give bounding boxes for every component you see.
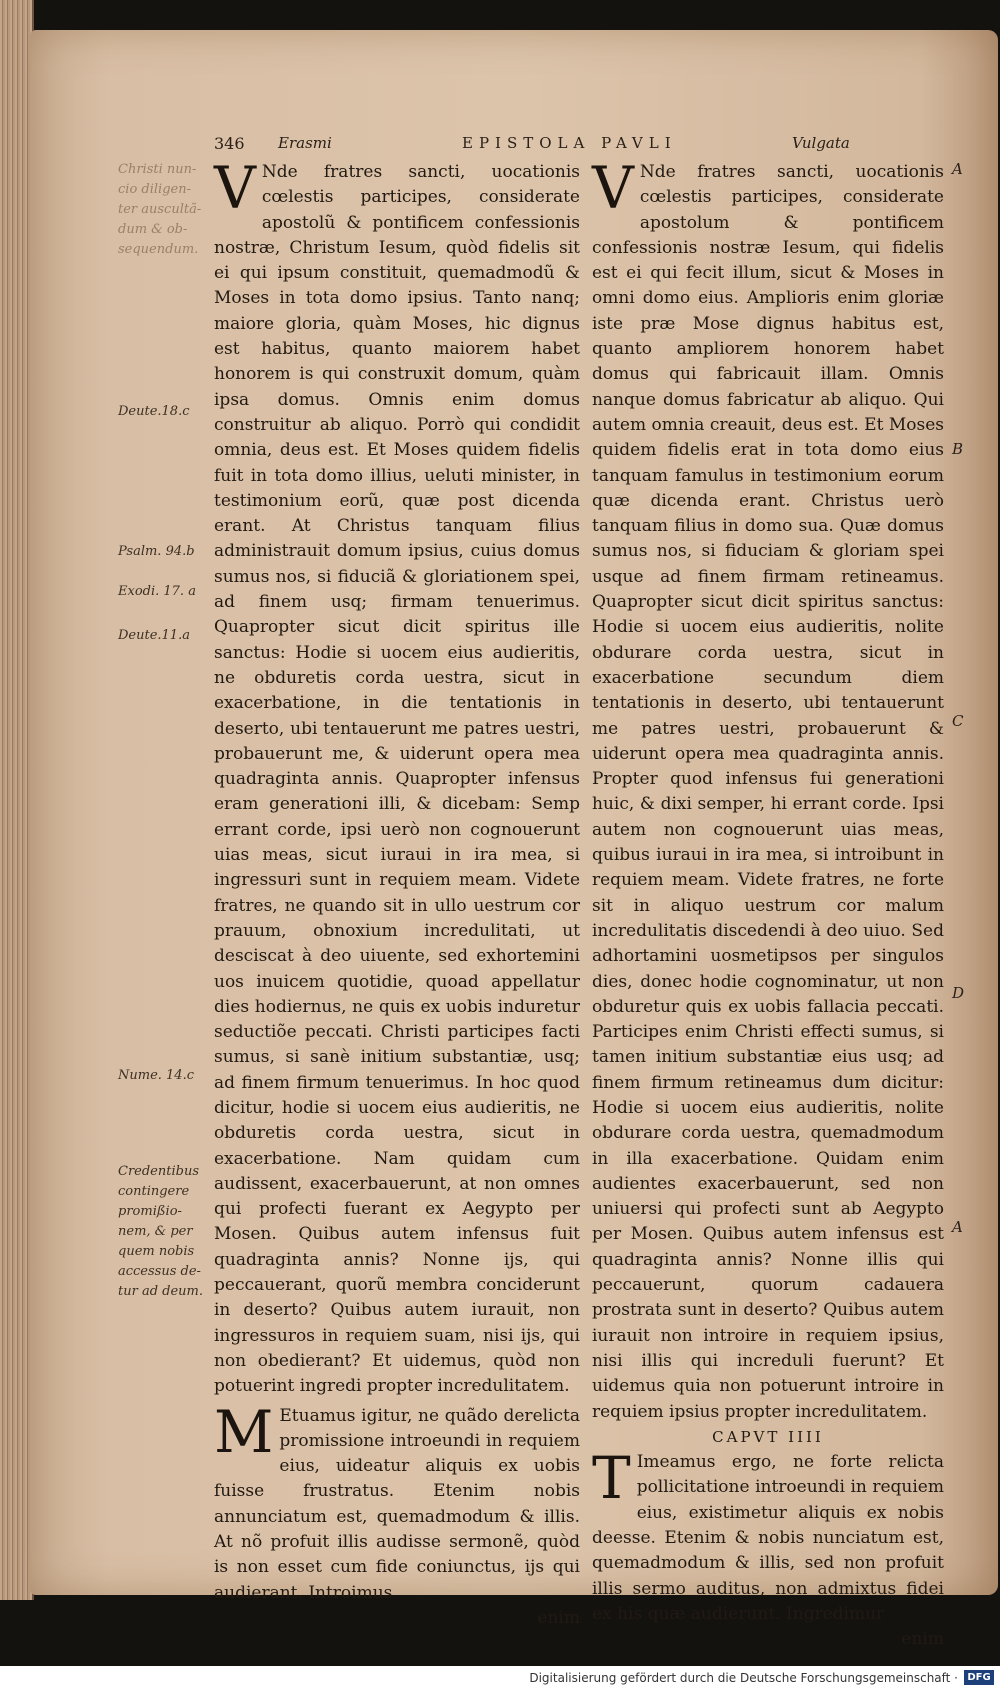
chapter-heading: CAPVT IIII	[712, 1427, 824, 1446]
paragraph-text: Nde fratres sancti, uocationis cœlestis participes, considerate apostolum & pontificem confessionis nostræ Iesum, qui fidelis est ei qui fecit illum, sicut & Moses in omni domo eius. Amplioris enim gloriæ iste præ Mose dignus habitus est, quanto ampliorem honorem habet domus qui fabricauit illam. Omnis nanque domus fabricatur ab aliquo. Qui autem omnia creauit, deus est. Et Moses quidem fidelis erat in tota domo eius tanquam famulus in testimonium eorum quæ dicenda erant. Christus uerò tanquam filius in domo sua. Quæ domus sumus nos, si fiduciam & gloriam spei usque ad finem firmam retineamus. Quapropter sicut dicit spiritus sanctus: Hodie si uocem eius audieritis, nolite obdurare corda uestra, sicut in exacerbatione secundum diem tentationis in deserto, ubi tentauerunt me patres uestri, probauerunt & uiderunt opera mea quadraginta annis. Propter quod infensus fui generationi huic, & dixi semper, hi errant corde. Ipsi autem non cognouerunt uias meas, quibus iuraui in ira mea, si introibunt in requiem meam. Videte fratres, ne forte sit in aliquo uestrum cor malum incredulitatis discedendi à deo uiuo. Sed adhortamini uosmetipsos per singulos dies, donec hodie cognominatur, ut non obduretur quis ex uobis fallacia peccati. Participes enim Christi effecti sumus, si tamen initium substantiæ eius usq; ad finem firmum retineamus dum dicitur: Hodie si uocem eius audieritis, nolite obdurare corda uestra, quemadmodum in illa exacerbatione. Quidam enim audientes exacerbauerunt, sed non uniuersi qui profecti sunt ab Aegypto per Mosen. Quibus autem infensus est quadraginta annis? Nonne illis qui peccauerunt, quorum cadauera prostrata sunt in deserto? Quibus autem iurauit non introire in requiem ipsius, nisi illis qui increduli fuerunt? Et uidemus quia non potuerunt introire in requiem ipsius propter incredulitatem.	[592, 162, 944, 1422]
header-center-title: EPISTOLA PAVLI	[462, 134, 677, 152]
vulgate-column	[592, 154, 944, 1653]
paragraph-text: Nde fratres sancti, uocationis cœlestis participes, considerate apostolũ & pontificem confessionis nostræ, Christum Iesum, quòd fidelis sit ei qui ipsum constituit, quemadmodũ & Moses in tota domo ipsius. Tanto nanq; maiore gloria, quàm Moses, hic dignus est habitus, quanto maiorem habet honorem is qui construxit domum, quàm ipsa domus. Omnis enim domus construitur ab aliquo. Porrò qui condidit omnia, deus est. Et Moses quidem fidelis fuit in tota domo illius, ueluti minister, in testimonium eorũ, quæ post dicenda erant. At Christus tanquam filius administrauit domum ipsius, cuius domus sumus nos, si fiduciã & gloriationem spei, ad finem usq; firmam tenuerimus. Quapropter sicut dicit spiritus ille sanctus: Hodie si uocem eius audieritis, ne obduretis corda uestra, sicut in exacerbatione, in die tentationis in deserto, ubi tentauerunt me patres uestri, probauerunt me, & uiderunt opera mea quadraginta annis. Quapropter infensus eram generationi illi, & dicebam: Semp errant corde, ipsi uerò non cognouerunt uias meas, sicut iuraui in ira mea, si ingressuri sunt in requiem meam. Videte fratres, ne quando sit in ullo uestrum cor prauum, obnoxium incredulitati, ut desciscat à deo uiuente, sed exhortemini uos inuicem quotidie, quoad appellatur dies hodiernus, ne quis ex uobis induretur seductiõe peccati. Christi participes facti sumus, si sanè initium substantiæ, usq; ad finem firmum tenuerimus. In hoc quod dicitur, hodie si uocem eius audieritis, ne obduretis corda uestra, sicut in exacerbatione. Nam quidam cum audissent, exacerbauerunt, at non omnes qui profecti fuerant ex Aegypto per Mosen. Quibus autem infensus fuit quadraginta annis? Nonne ijs, qui peccauerant, quorũ membra conciderunt in deserto? Quibus autem iurauit, non ingressuros in requiem suam, nisi ijs, qui non obedierant? Et uidemus, quòd non potuerint ingredi propter incredulitatem.	[214, 162, 580, 1397]
book-page-edges	[0, 0, 34, 1600]
footer-credit: Digitalisierung gefördert durch die Deutsche Forschungsgemeinschaft ·	[529, 1671, 958, 1685]
header-left-title: Erasmi	[278, 134, 332, 152]
section-letter: D	[952, 984, 965, 1002]
erasmus-paragraph-2	[214, 1397, 580, 1606]
margin-note: Deute.11.a	[118, 628, 190, 643]
header-right-title: Vulgata	[792, 134, 850, 152]
margin-note: Exodi. 17. a	[118, 584, 196, 599]
section-letter: B	[952, 440, 964, 458]
dfg-logo: DFG	[964, 1670, 994, 1685]
page-number: 346	[214, 134, 245, 153]
erasmus-column	[214, 154, 580, 1631]
drop-cap: T	[592, 1444, 631, 1513]
catchword: enim	[901, 1629, 944, 1650]
catchword: enim	[537, 1607, 580, 1628]
margin-note: Psalm. 94.b	[118, 544, 195, 559]
paragraph-text: Imeamus ergo, ne forte relicta pollicitatione introeundi in requiem eius, existimetur aliquis ex nobis deesse. Etenim & nobis nunciatum est, quemadmodum & illis, sed non profuit illis sermo auditus, non admixtus fidei ex his quæ audierunt. Ingredimur	[592, 1452, 944, 1624]
section-letter: C	[952, 712, 964, 730]
drop-cap: V	[592, 154, 634, 222]
margin-note: Nume. 14.c	[118, 1068, 194, 1083]
vulgate-paragraph-1	[592, 154, 944, 1425]
drop-cap: M	[214, 1397, 274, 1466]
section-letter: A	[952, 1218, 963, 1236]
section-letter: A	[952, 160, 963, 178]
margin-note: Christi nun- cio diligen- ter auscultã- dum & ob- sequendum.	[118, 162, 202, 257]
paragraph-text: Etuamus igitur, ne quãdo derelicta promissione introeundi in requiem eius, uideatur aliquis ex uobis fuisse frustratus. Etenim nobis annunciatum est, quemadmodum & illis. At nõ profuit illis audisse sermonẽ, quòd is non esset cum fide coniunctus, ijs qui audierant. Introimus	[214, 1405, 580, 1603]
margin-note: Deute.18.c	[118, 404, 190, 419]
vulgate-paragraph-2	[592, 1444, 944, 1627]
margin-note: Credentibus contingere promißio- nem, & per quem nobis accessus de- tur ad deum.	[118, 1164, 203, 1299]
drop-cap: V	[214, 154, 256, 222]
running-header	[0, 134, 1000, 160]
erasmus-paragraph-1	[214, 154, 580, 1400]
